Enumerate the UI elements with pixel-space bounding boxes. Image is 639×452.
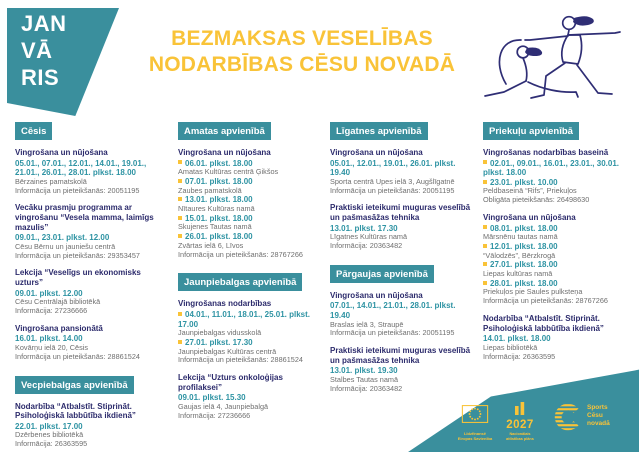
section-badge: Amatas apvienībā: [178, 122, 271, 140]
event-date: 13.01. plkst. 17.30: [330, 223, 398, 233]
event: [15, 268, 168, 315]
eu-caption-line-2: Eiropas Savienība: [457, 436, 493, 441]
event-detail: Informācija un pieteikšanās: 28767266: [483, 296, 608, 306]
event: [330, 203, 473, 250]
event-date: 23.01. plkst. 10.00: [483, 178, 631, 188]
section-badge-row: [330, 264, 473, 283]
event-detail: Stalbes Tautas namā: [330, 374, 399, 384]
event-detail: Bērzaines pamatskolā: [15, 176, 87, 186]
event-title: Vingrošana un nūjošana: [330, 290, 423, 300]
page-title: [117, 26, 487, 78]
bullet-square-icon: [178, 340, 182, 344]
event-date: 26.01. plkst. 18.00: [178, 232, 320, 242]
section-badge-row: [178, 121, 320, 140]
event-detail: “Vālodzēs”, Bērzkrogā: [483, 250, 556, 260]
event-detail: Amatas Kultūras centrā Ģikšos: [178, 167, 279, 177]
sports-caption-line-3: novadā: [587, 420, 610, 427]
sports-caption-line-2: Cēsu: [587, 412, 603, 419]
event-title: Praktiski ieteikumi muguras veselībā un pašmasāžas tehnika: [330, 346, 471, 365]
event: [178, 148, 320, 259]
event-date: 27.01. plkst. 18.00: [483, 260, 631, 270]
event: [15, 324, 168, 362]
event: [178, 373, 320, 420]
section-badge-row: [330, 121, 473, 140]
bullet-square-icon: [178, 234, 182, 238]
eu-cofunded-logo: [455, 404, 495, 441]
event-title: Vingrošana un nūjošana: [483, 212, 576, 222]
ndp-year: 2027: [506, 419, 534, 431]
event-detail: Priekuļos pie Saules pulksteņa: [483, 287, 583, 297]
event-detail: Zvārtas ielā 6, Līvos: [178, 240, 244, 250]
event-title: Vingrošana pansionātā: [15, 323, 103, 333]
event-detail: Informācija un pieteikšanās: 20051195: [330, 328, 455, 338]
event-detail: Cēsu Centrālajā bibliotēkā: [15, 297, 101, 307]
column-1: [15, 119, 168, 452]
event-date: 05.01., 12.01., 19.01., 26.01. plkst. 19.40: [330, 158, 456, 178]
event-detail: Peldbaseinā “Rifs”, Priekuļos: [483, 186, 577, 196]
event-detail: Jaunpiebalgas vidusskolā: [178, 328, 262, 338]
event-detail: Mārsnēnu tautas namā: [483, 232, 558, 242]
ndp-caption-line-2: attīstības plāns: [506, 436, 534, 441]
event: [15, 148, 168, 195]
event-title: Vecāku prasmju programma ar vingrošanu “Vesela mamma, laimīgs mazulis”: [15, 203, 154, 232]
bullet-square-icon: [483, 244, 487, 248]
month-line-2: VĀ: [21, 38, 53, 63]
event-detail: Braslas ielā 3, Straupē: [330, 319, 404, 329]
bullet-square-icon: [178, 312, 182, 316]
event: [330, 291, 473, 338]
event-detail: Gaujas ielā 4, Jaunpiebalgā: [178, 401, 269, 411]
ndp-caption-line-1: Nacionālais: [509, 432, 531, 436]
event-date: 06.01. plkst. 18.00: [178, 159, 320, 169]
event-title: Vingrošana un nūjošana: [178, 148, 271, 157]
event-detail: Informācija: 27236666: [178, 410, 251, 420]
event-detail: Informācija un pieteikšanās: 20051195: [330, 185, 455, 195]
column-3: [330, 119, 473, 402]
event: [15, 402, 168, 449]
bullet-square-icon: [178, 160, 182, 164]
bullet-square-icon: [178, 216, 182, 220]
section-badge: Jaunpiebalgas apvienībā: [178, 273, 302, 291]
section-badge: Pārgaujas apvienībā: [330, 265, 434, 283]
event-title: Vingrošana un nūjošana: [330, 148, 423, 157]
bullet-square-icon: [483, 281, 487, 285]
sports-cesu-novada-logo: [551, 401, 610, 433]
event-detail: Informācija un pieteikšanās: 29353457: [15, 250, 140, 260]
month-line-1: JAN: [21, 11, 67, 36]
event-date: 16.01. plkst. 14.00: [15, 334, 83, 344]
event: [483, 314, 631, 361]
ndp-bars-icon: [513, 402, 527, 415]
event-title: Lekcija “Uzturs onkoloģijas profilaksei”: [178, 373, 283, 392]
event-date: 27.01. plkst. 17.30: [178, 338, 320, 348]
event-date: 09.01. plkst. 12.00: [15, 288, 83, 298]
event-detail: Informācija: 20363482: [330, 383, 403, 393]
eu-caption-line-1: Līdzfinansē: [463, 431, 486, 436]
sports-caption-line-1: Sports: [587, 404, 608, 411]
event-detail: Informācija: 20363482: [330, 240, 403, 250]
event-title: Nodarbība “Atbalstīt. Stiprināt. Psiholoģiskā labbūtība ikdienā”: [15, 401, 136, 421]
bullet-square-icon: [178, 179, 182, 183]
section-badge-row: [483, 121, 631, 140]
event-date: 28.01. plkst. 18.00: [483, 279, 631, 289]
event-title: Vingrošana un nūjošana: [15, 148, 108, 157]
event-title: Vingrošanas nodarbības baseinā: [483, 148, 609, 157]
event-detail: Liepas kultūras namā: [483, 268, 553, 278]
title-line-2: NODARBĪBAS CĒSU NOVADĀ: [148, 53, 456, 76]
event-detail: Dzērbenes bibliotēkā: [15, 430, 84, 440]
event-date: 04.01., 11.01., 18.01., 25.01. plkst. 17.00: [178, 309, 310, 329]
event-detail: Informācija un pieteikšanās: 28861524: [15, 351, 140, 361]
event-detail: Informācija: 26363595: [483, 351, 556, 361]
bullet-square-icon: [483, 180, 487, 184]
event-title: Praktiski ieteikumi muguras veselībā un pašmasāžas tehnika: [330, 203, 471, 222]
event-date: 02.01., 09.01., 16.01., 23.01., 30.01. plkst. 18.00: [483, 158, 619, 178]
title-line-1: BEZMAKSAS VESELĪBAS: [171, 27, 433, 50]
yoga-illustration: [466, 2, 636, 114]
bullet-square-icon: [178, 197, 182, 201]
event-date: 14.01. plkst. 18.00: [483, 334, 551, 344]
section-badge: Vecpiebalgas apvienībā: [15, 376, 134, 394]
event-detail: Cēsu Bērnu un jauniešu centrā: [15, 241, 116, 251]
section-badge-row: [15, 121, 168, 140]
month-label: [21, 10, 67, 91]
ndp-2027-logo: [501, 402, 539, 441]
bullet-square-icon: [483, 262, 487, 266]
event-detail: Zaubes pamatskolā: [178, 185, 242, 195]
column-4: [483, 119, 631, 369]
event-detail: Obligāta pieteikšanās: 26498630: [483, 195, 590, 205]
event-detail: Kovārņu ielā 20, Cēsis: [15, 342, 89, 352]
section-badge: Priekuļu apvienībā: [483, 122, 579, 140]
event: [330, 148, 473, 195]
event-date: 08.01. plkst. 18.00: [483, 224, 631, 234]
event: [483, 148, 631, 205]
event: [15, 203, 168, 260]
event: [483, 213, 631, 306]
figure-right-head: [563, 17, 576, 30]
event: [330, 346, 473, 393]
event-date: 15.01. plkst. 18.00: [178, 214, 320, 224]
event-title: Vingrošanas nodarbības: [178, 299, 272, 309]
event-date: 09.01., 23.01. plkst. 12.00: [15, 233, 110, 243]
event-detail: Sporta centrā Upes ielā 3, Augšlīgatnē: [330, 176, 455, 186]
striped-c-icon: [551, 401, 581, 433]
event-date: 07.01. plkst. 18.00: [178, 177, 320, 187]
section-badge-row: [15, 375, 168, 394]
event-title: Lekcija “Veselīgs un ekonomisks uzturs”: [15, 268, 141, 287]
event-detail: Nītaures Kultūras namā: [178, 203, 255, 213]
event-date: 12.01. plkst. 18.00: [483, 242, 631, 252]
section-badge: Līgatnes apvienībā: [330, 122, 428, 140]
column-2: [178, 119, 320, 428]
event-detail: Informācija un pieteikšanās: 20051195: [15, 185, 140, 195]
bullet-square-icon: [483, 225, 487, 229]
event-detail: Informācija un pieteikšanās: 28767266: [178, 249, 303, 259]
bullet-square-icon: [483, 160, 487, 164]
section-badge-row: [178, 272, 320, 291]
event-detail: Informācija: 27236666: [15, 305, 88, 315]
event-detail: Skujenes Tautas namā: [178, 222, 252, 232]
event-detail: Informācija: 26363595: [15, 439, 88, 449]
event-date: 22.01. plkst. 17.00: [15, 421, 83, 431]
section-badge: Cēsis: [15, 122, 52, 140]
month-line-3: RIS: [21, 65, 60, 90]
event-date: 13.01. plkst. 19.30: [330, 366, 398, 376]
event-date: 05.01., 07.01., 12.01., 14.01., 19.01., 21.01., 26.01., 28.01. plkst. 18.00: [15, 158, 147, 178]
event-detail: Liepas bibliotēkā: [483, 342, 538, 352]
figure-right-hair: [573, 16, 594, 25]
event-detail: Informācija un pieteikšanās: 28861524: [178, 355, 303, 365]
event-date: 13.01. plkst. 18.00: [178, 195, 320, 205]
event-date: 07.01., 14.01., 21.01., 28.01. plkst. 19.40: [330, 301, 456, 320]
event: [178, 299, 320, 365]
event-detail: Jaunpiebalgas Kultūras centrā: [178, 346, 277, 356]
eu-flag-icon: [460, 404, 490, 424]
event-date: 09.01. plkst. 15.30: [178, 393, 246, 403]
event-title: Nodarbība “Atbalstīt. Stiprināt. Psiholoģiskā labbūtība ikdienā”: [483, 313, 604, 333]
event-detail: Līgatnes Kultūras namā: [330, 232, 408, 242]
